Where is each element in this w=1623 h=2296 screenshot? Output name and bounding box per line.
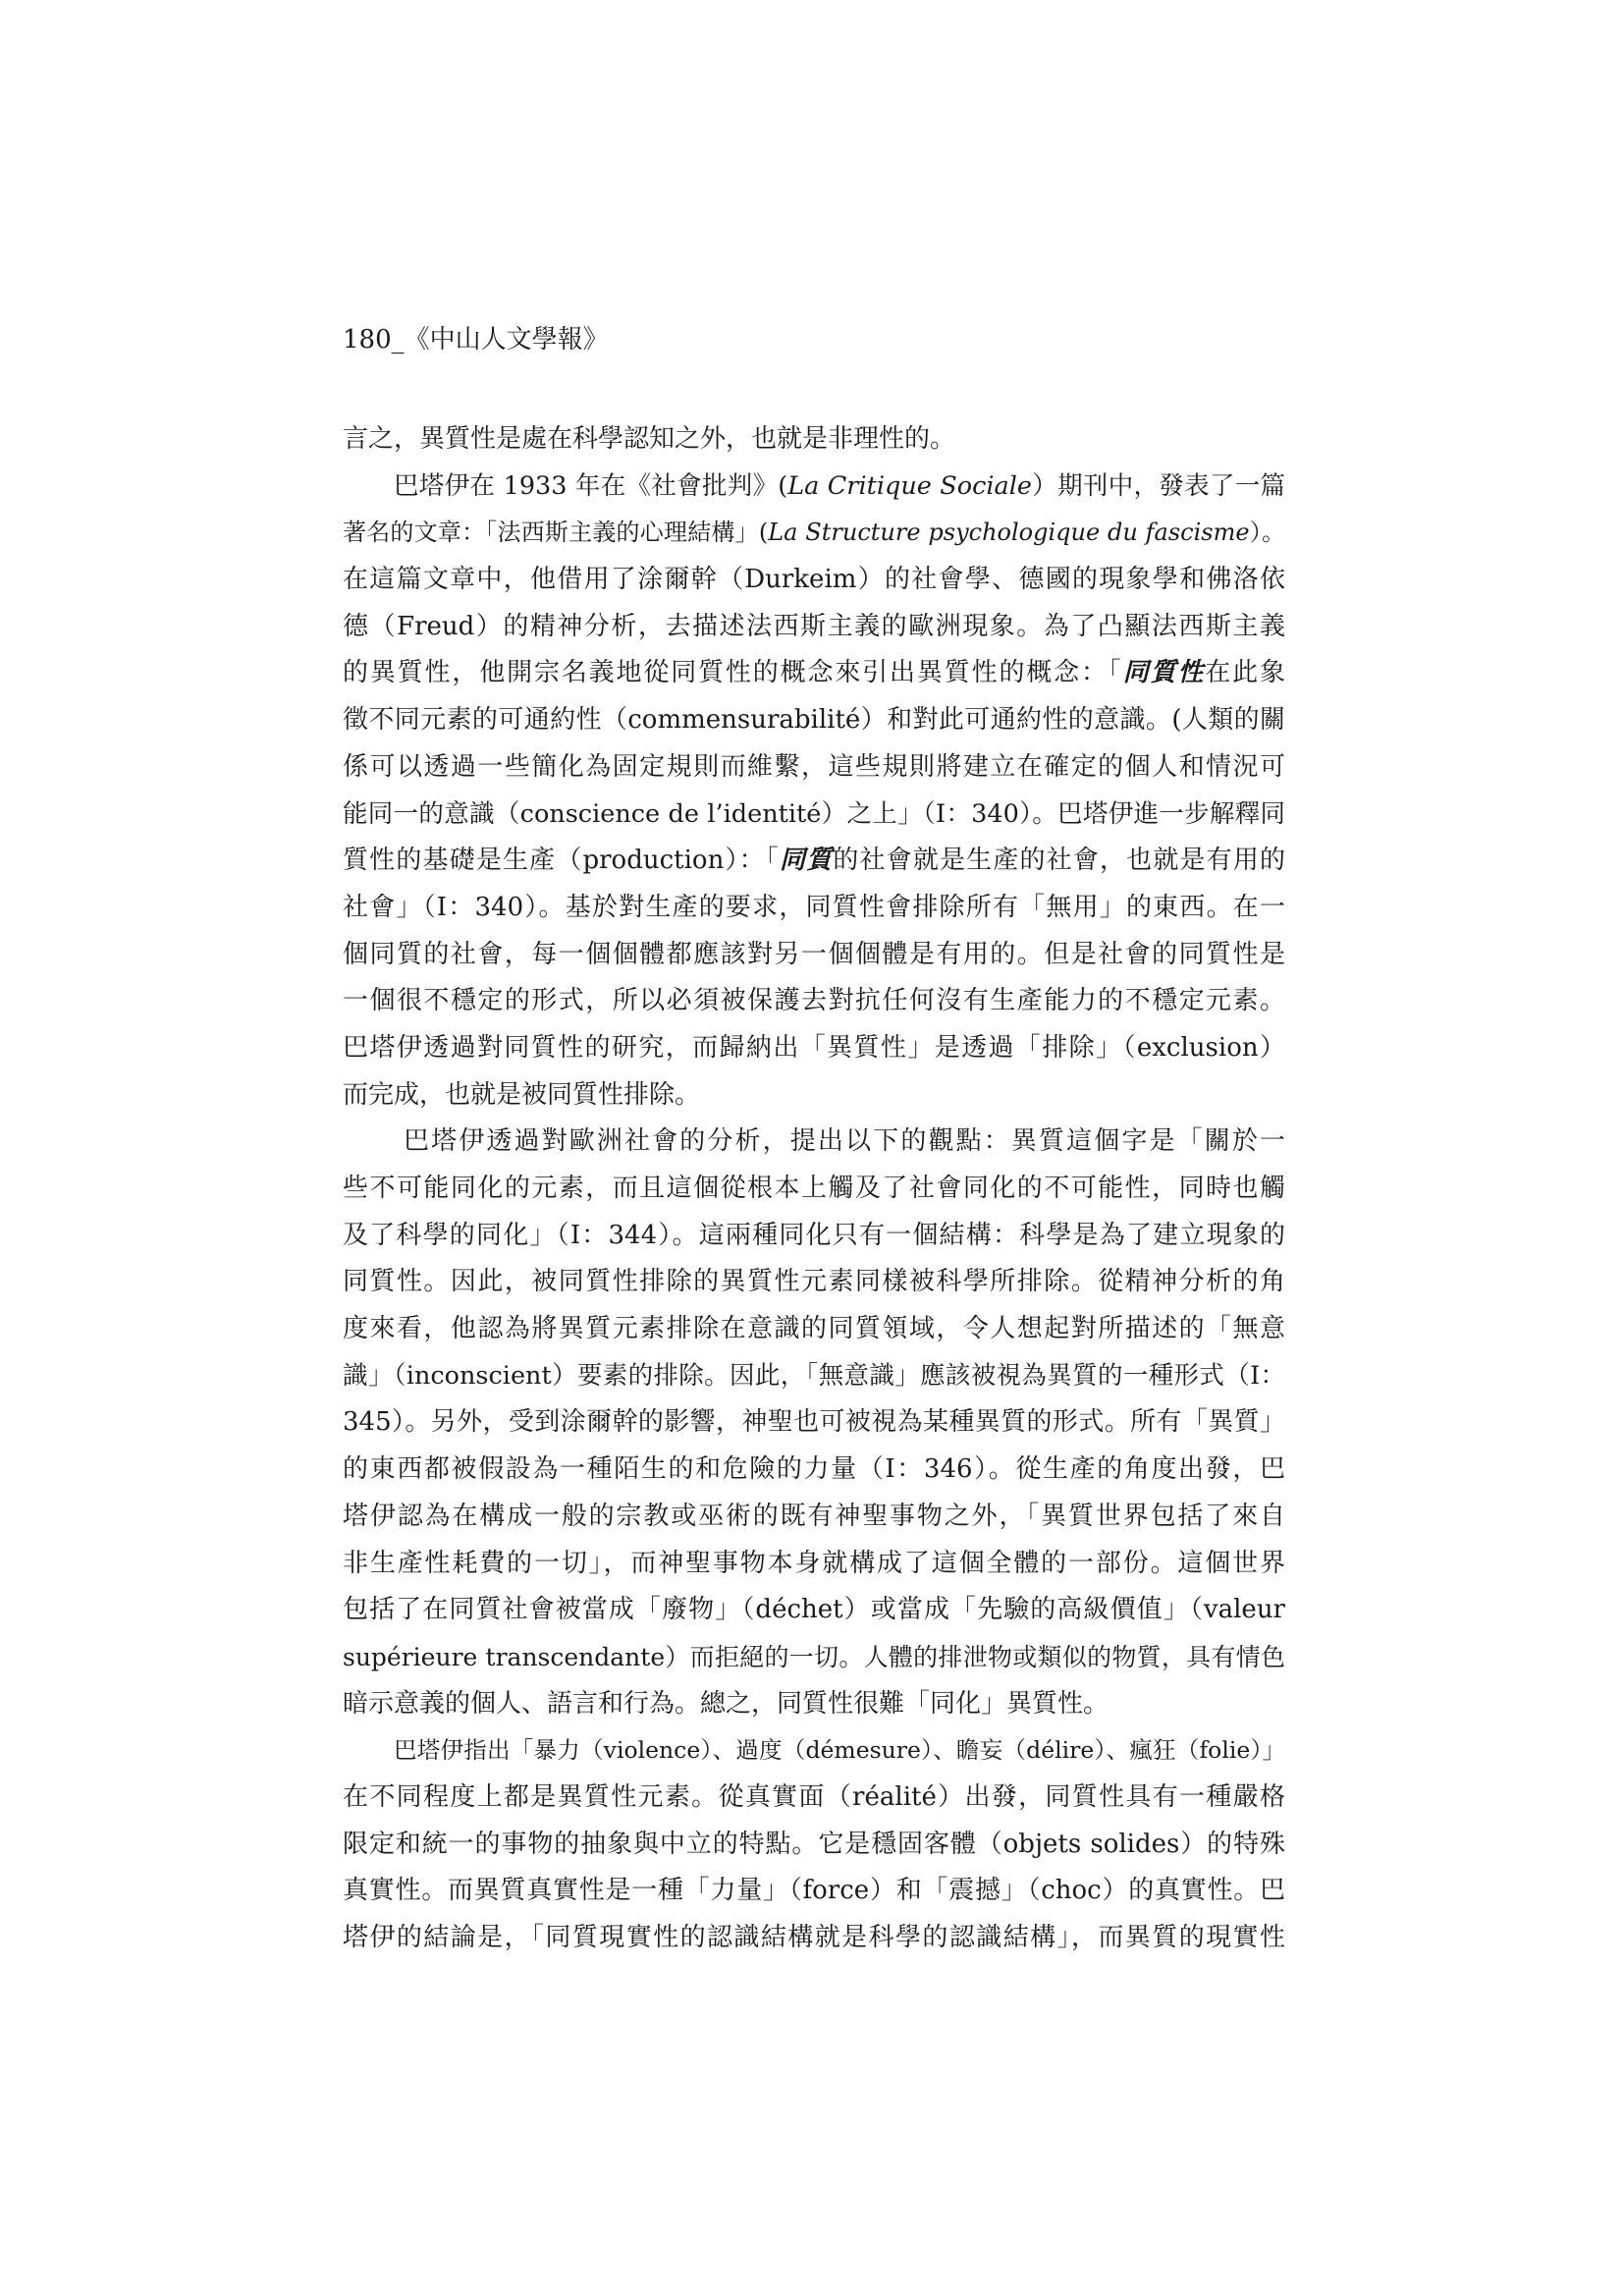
text-line: 質性的基礎是生產（production）：「同質的社會就是生產的社會，也就是有用的: [343, 846, 1285, 876]
text-line: 塔伊認為在構成一般的宗教或巫術的既有神聖事物之外，「異質世界包括了來自: [343, 1501, 1285, 1531]
text-line: 巴塔伊在 1933 年在《社會批判》(La Critique Sociale）期刊中，發表了一篇: [394, 470, 1285, 501]
text-line: 德（Freud）的精神分析，去描述法西斯主義的歐洲現象。為了凸顯法西斯主義: [343, 611, 1285, 641]
text-line: 而完成，也就是被同質性排除。: [343, 1079, 701, 1110]
text-line: 限定和統一的事物的抽象與中立的特點。它是穩固客體（objets solides）的特殊: [343, 1829, 1285, 1859]
text-line: 真實性。而異質真實性是一種「力量」（force）和「震撼」（choc）的真實性。巴: [343, 1876, 1285, 1906]
article-title: La Structure psychologique du fascisme: [768, 519, 1250, 547]
text-line: 社會」（I：340）。基於對生產的要求，同質性會排除所有「無用」的東西。在一: [343, 892, 1285, 922]
text-line: 巴塔伊透過對同質性的研究，而歸納出「異質性」是透過「排除」（exclusion）: [343, 1032, 1285, 1063]
text-line: 巴塔伊指出「暴力（violence）、過度（démesure）、瞻妄（délire）、瘋狂（folie）」: [394, 1736, 1285, 1765]
text-line: 的東西都被假設為一種陌生的和危險的力量（I：346）。從生產的角度出發，巴: [343, 1454, 1285, 1485]
text-line: 度來看，他認為將異質元素排除在意識的同質領域，令人想起對所描述的「無意: [343, 1314, 1285, 1344]
journal-title: La Critique Sociale: [787, 470, 1032, 501]
text-line: 識」（inconscient）要素的排除。因此，「無意識」應該被視為異質的一種形式（I：: [343, 1360, 1285, 1391]
text-line: 巴塔伊透過對歐洲社會的分析，提出以下的觀點：異質這個字是「關於一: [404, 1126, 1285, 1157]
text-line: 非生產性耗費的一切」，而神聖事物本身就構成了這個全體的一部份。這個世界: [343, 1548, 1285, 1578]
text-line: 徵不同元素的可通約性（commensurabilité）和對此可通約性的意識。(人類的關: [343, 705, 1285, 736]
emphasis-term: 同質: [780, 846, 834, 876]
text-line: 塔伊的結論是，「同質現實性的認識結構就是科學的認識結構」，而異質的現實性: [343, 1923, 1285, 1952]
body-text: [343, 416, 1285, 1962]
text-line: 在這篇文章中，他借用了涂爾幹（Durkeim）的社會學、德國的現象學和佛洛依: [343, 565, 1285, 595]
text-line: 及了科學的同化」（I：344）。這兩種同化只有一個結構：科學是為了建立現象的: [343, 1220, 1285, 1250]
text-line: 能同一的意識（conscience de l’identité）之上」（I：340）。巴塔伊進一步解釋同: [343, 798, 1285, 829]
running-head: 180_《中山人文學報》: [343, 325, 609, 355]
text-line: 個同質的社會，每一個個體都應該對另一個個體是有用的。但是社會的同質性是: [343, 939, 1285, 969]
text-line: 345）。另外，受到涂爾幹的影響，神聖也可被視為某種異質的形式。所有「異質」: [343, 1407, 1285, 1438]
text-line: 著名的文章：「法西斯主義的心理結構」(La Structure psychologique du fascisme）。: [343, 519, 1286, 547]
text-line: 的異質性，他開宗名義地從同質性的概念來引出異質性的概念：「同質性在此象: [343, 658, 1285, 688]
text-line: 係可以透過一些簡化為固定規則而維繫，這些規則將建立在確定的個人和情況可: [343, 751, 1285, 782]
text-line: 言之，異質性是處在科學認知之外，也就是非理性的。: [343, 424, 956, 454]
text-line: 一個很不穩定的形式，所以必須被保護去對抗任何沒有生產能力的不穩定元素。: [343, 986, 1285, 1016]
text-line: 包括了在同質社會被當成「廢物」（déchet）或當成「先驗的高級價值」（valeur: [343, 1595, 1285, 1625]
text-line: 些不可能同化的元素，而且這個從根本上觸及了社會同化的不可能性，同時也觸: [343, 1174, 1285, 1203]
text-line: 暗示意義的個人、語言和行為。總之，同質性很難「同化」異質性。: [343, 1688, 1109, 1719]
text-line: 在不同程度上都是異質性元素。從真實面（réalité）出發，同質性具有一種嚴格: [343, 1781, 1285, 1812]
text-line: 同質性。因此，被同質性排除的異質性元素同樣被科學所排除。從精神分析的角: [343, 1267, 1285, 1297]
text-line: supérieure transcendante）而拒絕的一切。人體的排泄物或類似的物質，具有情色: [343, 1642, 1285, 1671]
emphasis-term: 同質性: [1122, 658, 1206, 688]
